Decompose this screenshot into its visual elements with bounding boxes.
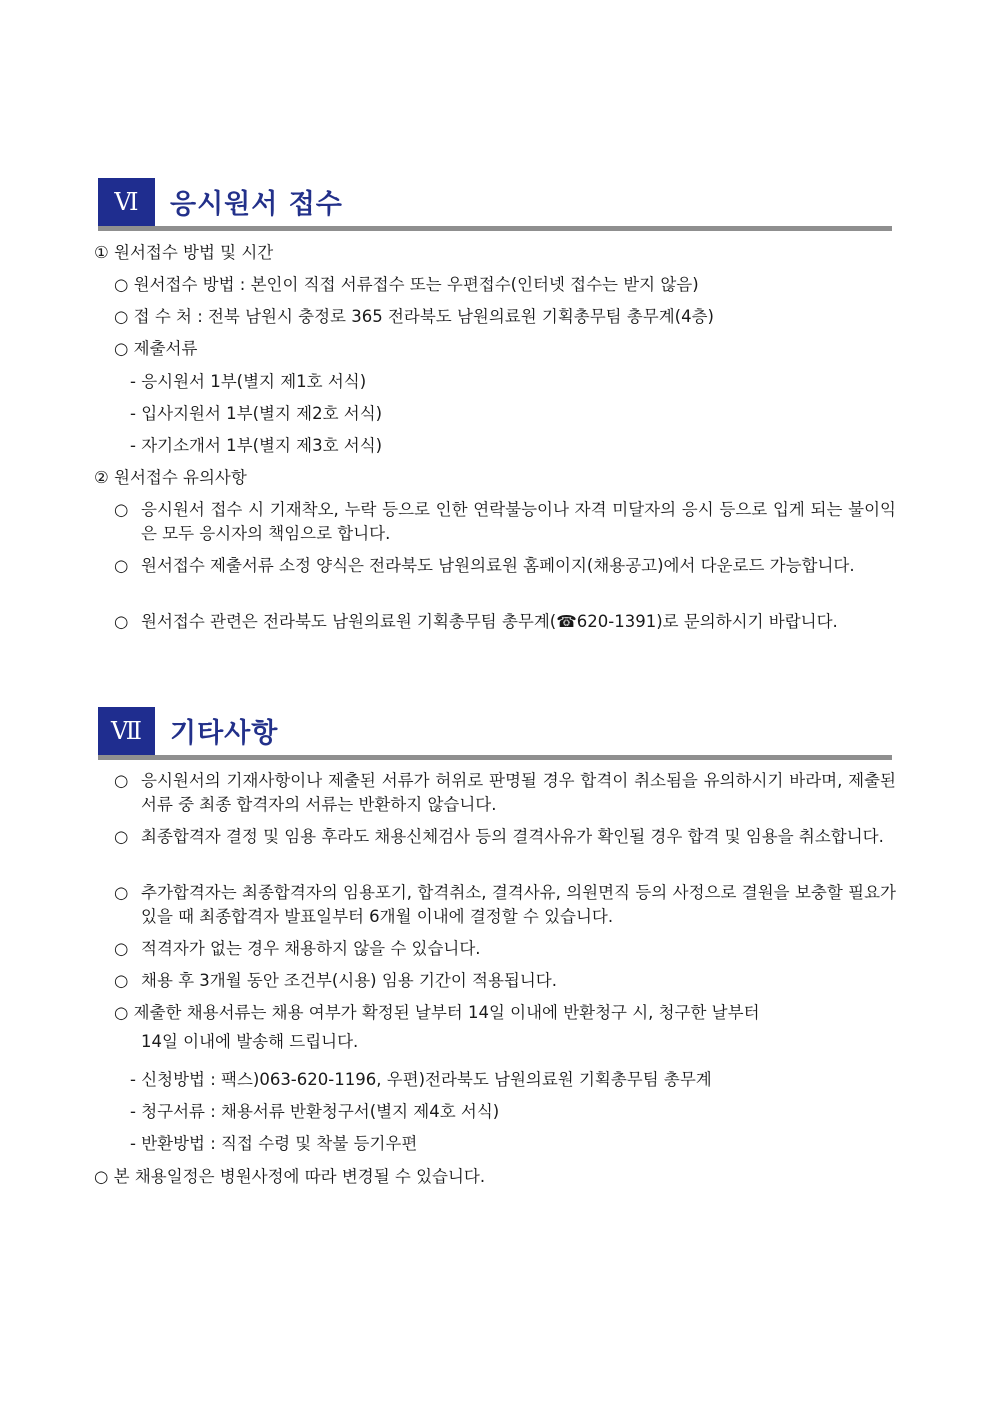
subsection-1-title: ① 원서접수 방법 및 시간 xyxy=(94,243,274,262)
other-item xyxy=(114,825,896,849)
bullet-mark: ○ xyxy=(114,556,129,575)
return-detail-item: - 신청방법 : 팩스)063-620-1196, 우편)전라북도 남원의료원 기획총무팀 총무계 xyxy=(130,1070,712,1089)
notice-item xyxy=(114,610,896,634)
other-item xyxy=(114,769,896,817)
application-place: ○ 접 수 처 : 전북 남원시 충정로 365 전라북도 남원의료원 기획총무팀 총무계(4층) xyxy=(114,307,714,326)
notice-text: 응시원서 접수 시 기재착오, 누락 등으로 인한 연락불능이나 자격 미달자의 응시 등으로 입게 되는 불이익은 모두 응시자의 책임으로 합니다. xyxy=(141,500,896,543)
other-text: 적격자가 없는 경우 채용하지 않을 수 있습니다. xyxy=(141,939,481,958)
other-text: 추가합격자는 최종합격자의 임용포기, 합격취소, 결격사유, 의원면직 등의 사정으로 결원을 보충할 필요가 있을 때 최종합격자 발표일부터 6개월 이내에 결정할 수 있습니다. xyxy=(141,883,896,926)
section-7-numeral: Ⅶ xyxy=(98,707,155,755)
bullet-mark: ○ xyxy=(114,771,129,790)
bullet-mark: ○ xyxy=(114,612,129,631)
section-6-title: 응시원서 접수 xyxy=(170,189,343,220)
other-text: 최종합격자 결정 및 임용 후라도 채용신체검사 등의 결격사유가 확인될 경우 합격 및 임용을 취소합니다. xyxy=(141,827,884,846)
subsection-2-title: ② 원서접수 유의사항 xyxy=(94,468,247,487)
other-item xyxy=(114,969,896,993)
notice-item xyxy=(114,554,896,578)
required-document-item: - 응시원서 1부(별지 제1호 서식) xyxy=(130,372,367,391)
required-documents-heading: ○ 제출서류 xyxy=(114,339,198,358)
bullet-mark: ○ xyxy=(114,971,129,990)
other-item xyxy=(114,937,896,961)
notice-text: 원서접수 관련은 전라북도 남원의료원 기획총무팀 총무계(☎620-1391)로 문의하시기 바랍니다. xyxy=(141,612,838,631)
section-6-numeral: Ⅵ xyxy=(98,178,155,226)
required-document-item: - 자기소개서 1부(별지 제3호 서식) xyxy=(130,436,383,455)
notice-text: 원서접수 제출서류 소정 양식은 전라북도 남원의료원 홈페이지(채용공고)에서 다운로드 가능합니다. xyxy=(141,556,855,575)
document-return-line-2: 14일 이내에 발송해 드립니다. xyxy=(141,1032,359,1051)
return-detail-item: - 반환방법 : 직접 수령 및 착불 등기우편 xyxy=(130,1134,418,1153)
application-method: ○ 원서접수 방법 : 본인이 직접 서류접수 또는 우편접수(인터넷 접수는 받지 않음) xyxy=(114,275,699,294)
document-return-line-1: ○ 제출한 채용서류는 채용 여부가 확정된 날부터 14일 이내에 반환청구 시, 청구한 날부터 xyxy=(114,1003,760,1022)
bullet-mark: ○ xyxy=(114,939,129,958)
return-detail-item: - 청구서류 : 채용서류 반환청구서(별지 제4호 서식) xyxy=(130,1102,500,1121)
required-document-item: - 입사지원서 1부(별지 제2호 서식) xyxy=(130,404,383,423)
schedule-change-note: ○ 본 채용일정은 병원사정에 따라 변경될 수 있습니다. xyxy=(94,1167,486,1186)
other-text: 응시원서의 기재사항이나 제출된 서류가 허위로 판명될 경우 합격이 취소됨을 유의하시기 바라며, 제출된 서류 중 최종 합격자의 서류는 반환하지 않습니다. xyxy=(141,771,896,814)
section-7-header xyxy=(98,707,892,760)
other-text: 채용 후 3개월 동안 조건부(시용) 임용 기간이 적용됩니다. xyxy=(141,971,557,990)
bullet-mark: ○ xyxy=(114,883,129,902)
notice-item xyxy=(114,498,896,546)
bullet-mark: ○ xyxy=(114,827,129,846)
bullet-mark: ○ xyxy=(114,500,129,519)
section-6-header xyxy=(98,178,892,231)
other-item xyxy=(114,881,896,929)
section-7-title: 기타사항 xyxy=(170,718,279,749)
